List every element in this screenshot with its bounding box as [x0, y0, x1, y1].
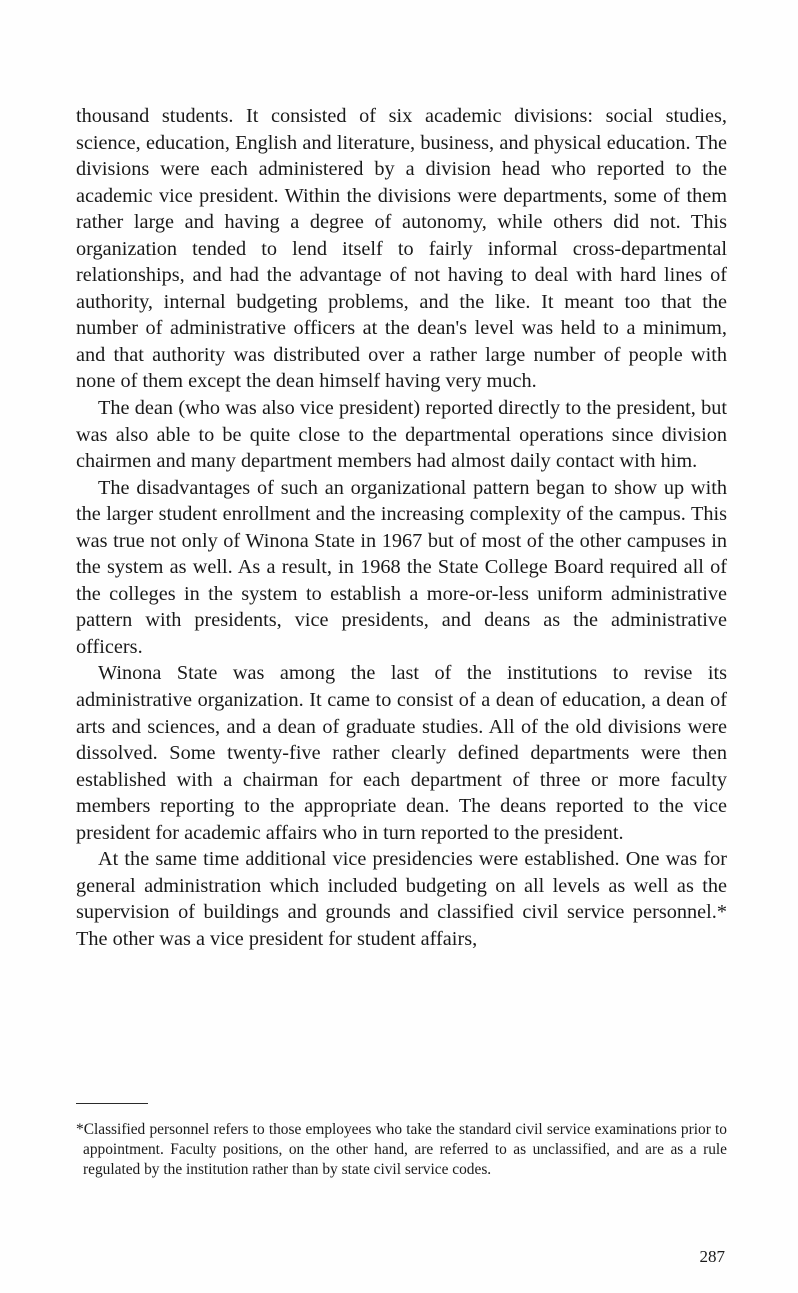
- paragraph-1: thousand students. It consisted of six academic divisions: social studies, science, education, English and literature, business, and physical education. The divisions were each administered by a division head who reported to the academic vice president. Within the divisions were departments, some of them rather large and having a degree of autonomy, while others did not. This organization tended to lend itself to fairly informal cross-departmental relationships, and had the advantage of not having to deal with hard lines of authority, internal budgeting problems, and the like. It meant too that the number of administrative officers at the dean's level was held to a minimum, and that authority was distributed over a rather large number of people with none of them except the dean himself having very much.: [76, 105, 727, 393]
- footnote: *Classified personnel refers to those employees who take the standard civil service examinations prior to appointment. Faculty positions, on the other hand, are referred to as unclassified, and are as a rule regulated by the institution rather than by state civil service codes.: [76, 1121, 727, 1178]
- body-text: [76, 103, 727, 953]
- page-number: 287: [699, 1247, 725, 1266]
- footnote-divider: [76, 1103, 148, 1104]
- paragraph-4: Winona State was among the last of the institutions to revise its administrative organization. It came to consist of a dean of education, a dean of arts and sciences, and a dean of graduate studies. All of the old divisions were dissolved. Some twenty-five rather clearly defined departments were then established with a chairman for each department of three or more faculty members reporting to the appropriate dean. The deans reported to the vice president for academic affairs who in turn reported to the president.: [76, 662, 727, 844]
- paragraph-3: The disadvantages of such an organizational pattern began to show up with the larger student enrollment and the increasing complexity of the campus. This was true not only of Winona State in 1967 but of most of the other campuses in the system as well. As a result, in 1968 the State College Board required all of the colleges in the system to establish a more-or-less uniform administrative pattern with presidents, vice presidents, and deans as the administrative officers.: [76, 476, 727, 658]
- paragraph-5: At the same time additional vice presidencies were established. One was for general administration which included budgeting on all levels as well as the supervision of buildings and grounds and classified civil service personnel.* The other was a vice president for student affairs,: [76, 848, 727, 950]
- paragraph-2: The dean (who was also vice president) reported directly to the president, but was also able to be quite close to the departmental operations since division chairmen and many department members had almost daily contact with him.: [76, 397, 727, 473]
